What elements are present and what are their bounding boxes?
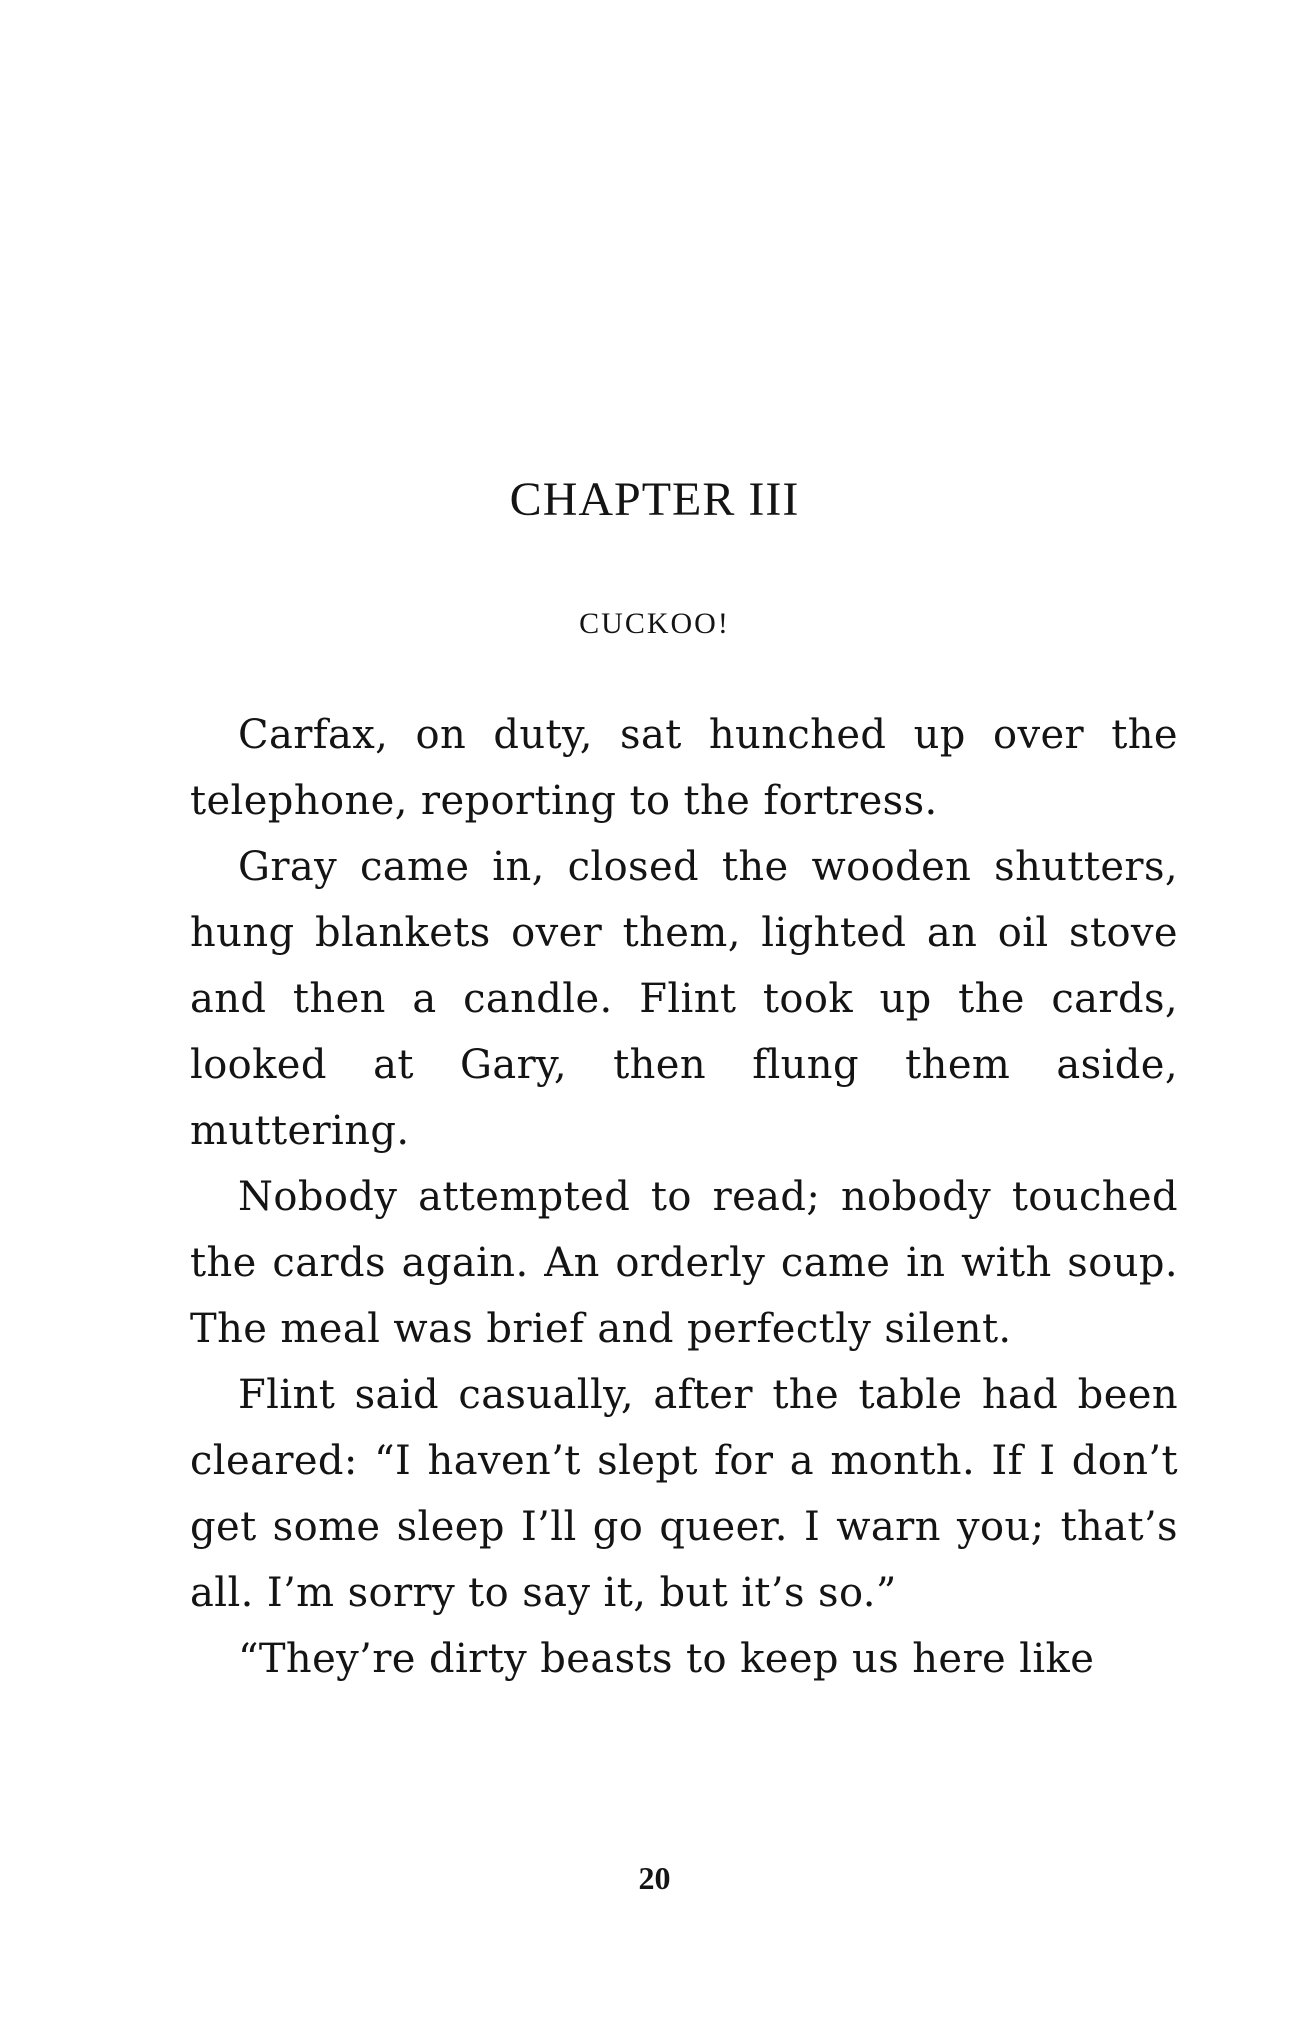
paragraph: “They’re dirty beasts to keep us here like xyxy=(238,1636,1095,1682)
paragraph: Nobody attempted to read; nobody touched the cards again. An orderly came in with soup. The meal was brief and perfectly silent. xyxy=(190,1174,1178,1352)
page-number: 20 xyxy=(638,1860,671,1896)
paragraph: Carfax, on duty, sat hunched up over the telephone, reporting to the fortress. xyxy=(190,712,1178,824)
paragraph: Flint said casually, after the table had been cleared: “I haven’t slept for a month. If I don’t get some sleep I’ll go queer. I warn you; that’s all. I’m sorry to say it, but it’s so.” xyxy=(190,1372,1178,1616)
paragraph: Gray came in, closed the wooden shutters, hung blankets over them, lighted an oil stove and then a candle. Flint took up the cards, looked at Gary, then flung them aside, muttering. xyxy=(190,844,1178,1154)
chapter-heading: CHAPTER III xyxy=(509,473,800,526)
body-text xyxy=(190,702,1178,1692)
chapter-title: CUCKOO! xyxy=(579,607,730,640)
